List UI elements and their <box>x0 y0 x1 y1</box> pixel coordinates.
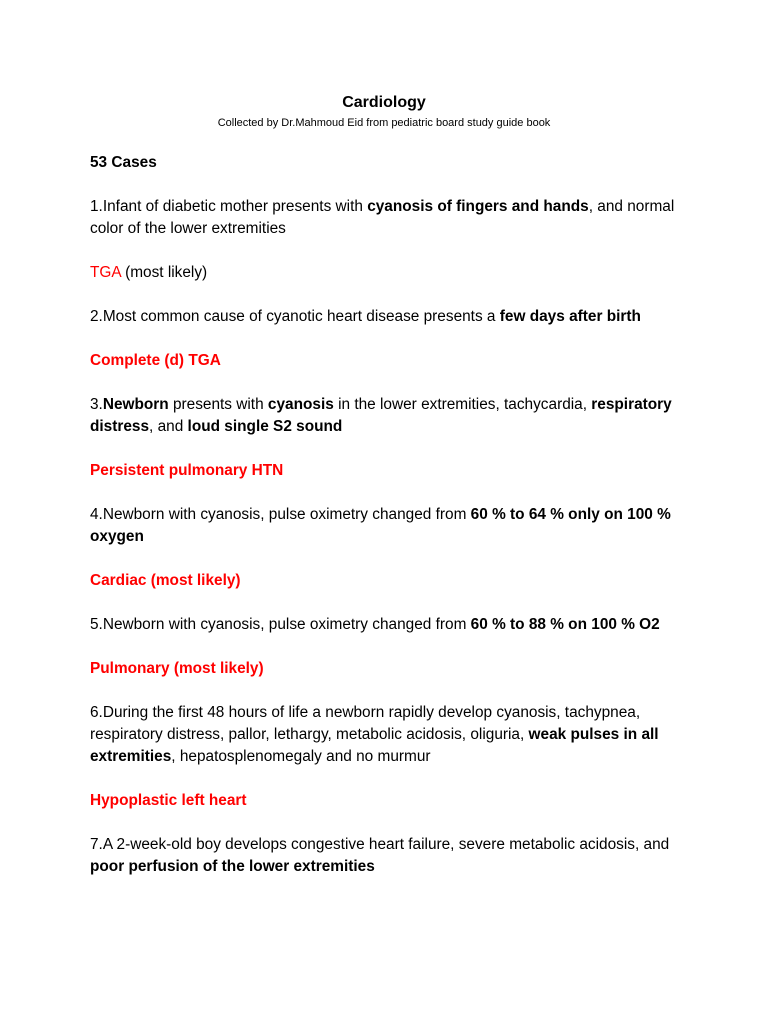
document-body <box>90 152 690 900</box>
page-subtitle: Collected by Dr.Mahmoud Eid from pediatric board study guide book <box>217 117 551 129</box>
cases-heading: 53 Cases <box>90 154 157 171</box>
question-emphasis: cyanosis <box>267 396 334 413</box>
case-answer <box>90 658 690 680</box>
question-emphasis: poor perfusion of the lower extremities <box>90 858 375 875</box>
question-text: 6.During the first 48 hours of life a newborn rapidly develop cyanosis, tachypnea, respiratory distress, pallor, lethargy, metabolic acidosis, oliguria, <box>90 704 641 743</box>
answer-text: Persistent pulmonary HTN <box>90 462 284 479</box>
case-question <box>90 702 690 768</box>
case-question <box>90 306 690 328</box>
question-text: 7.A 2-week-old boy develops congestive heart failure, severe metabolic acidosis, and <box>90 836 670 853</box>
case-question <box>90 834 690 878</box>
answer-text: Pulmonary (most likely) <box>90 660 264 677</box>
case-question <box>90 614 690 636</box>
answer-note: (most likely) <box>120 264 208 281</box>
question-emphasis: weak pulses in all extremities <box>90 726 659 765</box>
question-text: , and normal color of the lower extremities <box>90 198 675 237</box>
question-emphasis: loud single S2 sound <box>187 418 343 435</box>
question-text: 4.Newborn with cyanosis, pulse oximetry changed from <box>90 506 471 523</box>
question-text: , hepatosplenomegaly and no murmur <box>171 748 431 765</box>
question-text: presents with <box>168 396 268 413</box>
answer-text: Hypoplastic left heart <box>90 792 247 809</box>
question-text: 3. <box>90 396 103 413</box>
case-question <box>90 394 690 438</box>
question-emphasis: few days after birth <box>499 308 641 325</box>
cases-list <box>90 196 690 878</box>
page-title: Cardiology <box>342 94 426 111</box>
case-question <box>90 196 690 240</box>
question-emphasis: 60 % to 64 % only on 100 % oxygen <box>90 506 671 545</box>
answer-text: TGA <box>90 264 121 281</box>
question-text: 2.Most common cause of cyanotic heart disease presents a <box>90 308 500 325</box>
question-emphasis: Newborn <box>102 396 169 413</box>
answer-text: Cardiac (most likely) <box>90 572 241 589</box>
question-text: 1.Infant of diabetic mother presents with <box>90 198 368 215</box>
question-text: , and <box>149 418 188 435</box>
question-emphasis: 60 % to 88 % on 100 % O2 <box>470 616 660 633</box>
question-text: in the lower extremities, tachycardia, <box>333 396 592 413</box>
question-text: 5.Newborn with cyanosis, pulse oximetry changed from <box>90 616 471 633</box>
case-question <box>90 504 690 548</box>
case-answer <box>90 262 690 284</box>
question-emphasis: respiratory distress <box>90 396 672 435</box>
case-answer <box>90 790 690 812</box>
question-emphasis: cyanosis of fingers and hands <box>367 198 589 215</box>
case-answer <box>90 350 690 372</box>
case-answer <box>90 570 690 592</box>
case-answer <box>90 460 690 482</box>
answer-text: Complete (d) TGA <box>90 352 221 369</box>
